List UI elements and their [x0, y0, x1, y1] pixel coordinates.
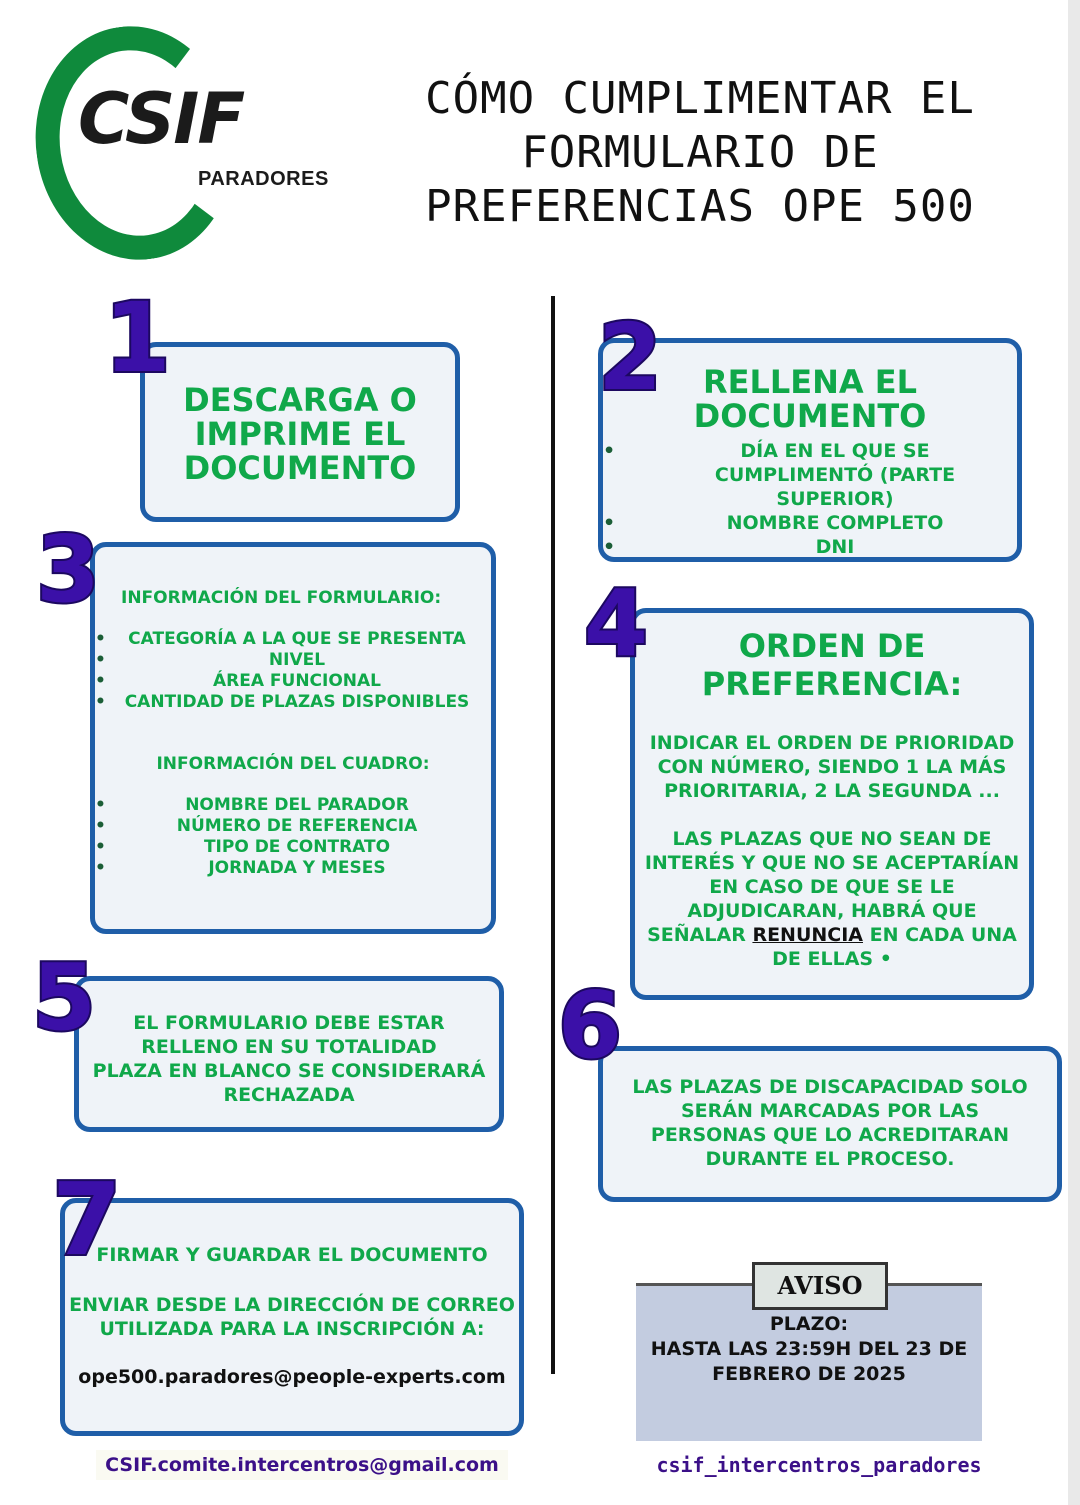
text-line: EL FORMULARIO DEBE ESTAR	[133, 1012, 445, 1034]
footer-email: CSIF.comite.intercentros@gmail.com	[96, 1450, 508, 1480]
step-4-heading: ORDEN DE	[738, 627, 926, 665]
text-line: EN CASO DE QUE SE LE	[709, 876, 955, 898]
text-line: PERSONAS QUE LO ACREDITARAN	[650, 1124, 1010, 1146]
logo-brand: CSIF	[78, 78, 244, 160]
list-item: • CATEGORÍA A LA QUE SE PRESENTA	[95, 629, 491, 650]
step-3-heading-form: INFORMACIÓN DEL FORMULARIO:	[121, 588, 442, 608]
list-item: • ÁREA FUNCIONAL	[95, 671, 491, 692]
step-3-box	[90, 542, 496, 934]
step-1-box	[140, 342, 460, 522]
list-item: • DNI	[603, 535, 1017, 559]
step-3-number: 3	[36, 516, 101, 623]
step-6-number: 6	[558, 972, 623, 1079]
text-line: PLAZA EN BLANCO SE CONSIDERARÁ	[92, 1060, 486, 1082]
text-line: DURANTE EL PROCESO.	[705, 1148, 955, 1170]
step-1-number: 1	[104, 282, 171, 394]
aviso-tag: AVISO	[752, 1262, 888, 1310]
step-2-number: 2	[598, 304, 663, 411]
list-item: • NÚMERO DE REFERENCIA	[95, 816, 491, 837]
step-1-line: DOCUMENTO	[183, 449, 417, 487]
step-4-number: 4	[584, 570, 649, 677]
aviso-line: PLAZO:	[769, 1313, 849, 1335]
step-4-paragraph-1	[635, 731, 1029, 803]
step-3-list-form	[95, 629, 491, 713]
text-line: RELLENO EN SU TOTALIDAD	[141, 1036, 437, 1058]
list-item: • CANTIDAD DE PLAZAS DISPONIBLES	[95, 692, 491, 713]
step-2-list	[603, 439, 1017, 559]
renuncia-emphasis: RENUNCIA	[752, 924, 863, 946]
text-fragment: EN CADA UNA	[863, 924, 1017, 946]
step-4-paragraph-2	[635, 827, 1029, 971]
step-2-heading: DOCUMENTO	[693, 397, 927, 435]
aviso-line: FEBRERO DE 2025	[712, 1363, 906, 1385]
step-3-list-table	[95, 795, 491, 879]
step-1-line: IMPRIME EL	[194, 415, 406, 453]
text-line: LAS PLAZAS QUE NO SEAN DE	[672, 828, 992, 850]
text-line: SERÁN MARCADAS POR LAS	[681, 1100, 979, 1122]
step-2-heading: RELLENA EL	[702, 363, 918, 401]
list-item: • DÍA EN EL QUE SE CUMPLIMENTÓ (PARTE SUPERIOR)	[603, 439, 1017, 511]
step-5-number: 5	[32, 944, 97, 1051]
step-7-line: FIRMAR Y GUARDAR EL DOCUMENTO	[96, 1244, 488, 1266]
logo-subtitle: PARADORES	[198, 168, 329, 190]
page-title	[360, 72, 1040, 234]
list-item: • JORNADA Y MESES	[95, 858, 491, 879]
page-edge	[1068, 0, 1080, 1505]
aviso-text	[636, 1312, 982, 1387]
step-1-line: DESCARGA O	[183, 381, 417, 419]
step-7-email: ope500.paradores@people-experts.com	[78, 1366, 506, 1388]
step-7-number: 7	[52, 1161, 122, 1278]
footer-handle: csif_intercentros_paradores	[656, 1453, 982, 1477]
step-7-paragraph	[65, 1293, 519, 1341]
list-item: • TIPO DE CONTRATO	[95, 837, 491, 858]
text-line: CON NÚMERO, SIENDO 1 LA MÁS	[657, 756, 1007, 778]
step-6-box	[598, 1046, 1062, 1202]
text-line	[635, 923, 1029, 947]
aviso-line: HASTA LAS 23:59H DEL 23 DE	[650, 1338, 968, 1360]
title-line: FORMULARIO DE	[521, 127, 879, 178]
text-line: LAS PLAZAS DE DISCAPACIDAD SOLO	[632, 1076, 1028, 1098]
text-line: PRIORITARIA, 2 LA SEGUNDA ...	[664, 780, 1000, 802]
list-item: • NOMBRE COMPLETO	[603, 511, 1017, 535]
step-4-heading: PREFERENCIA:	[701, 665, 963, 703]
text-line: ENVIAR DESDE LA DIRECCIÓN DE CORREO	[69, 1294, 515, 1316]
step-3-heading-table: INFORMACIÓN DEL CUADRO:	[156, 754, 430, 774]
text-line: ADJUDICARAN, HABRÁ QUE	[687, 900, 977, 922]
title-line: PREFERENCIAS OPE 500	[425, 181, 975, 232]
step-5-box	[74, 976, 504, 1132]
csif-logo	[30, 22, 330, 232]
text-line: RECHAZADA	[223, 1084, 355, 1106]
text-fragment: SEÑALAR	[647, 924, 753, 946]
text-line: INTERÉS Y QUE NO SE ACEPTARÍAN	[644, 852, 1020, 874]
text-line: INDICAR EL ORDEN DE PRIORIDAD	[649, 732, 1015, 754]
text-line: UTILIZADA PARA LA INSCRIPCIÓN A:	[99, 1318, 485, 1340]
title-line: CÓMO CUMPLIMENTAR EL	[425, 73, 975, 124]
step-4-box	[630, 608, 1034, 1000]
center-divider	[551, 296, 555, 1374]
list-item: • NOMBRE DEL PARADOR	[95, 795, 491, 816]
list-item: • NIVEL	[95, 650, 491, 671]
step-7-box	[60, 1198, 524, 1436]
text-line: DE ELLAS •	[772, 948, 892, 970]
